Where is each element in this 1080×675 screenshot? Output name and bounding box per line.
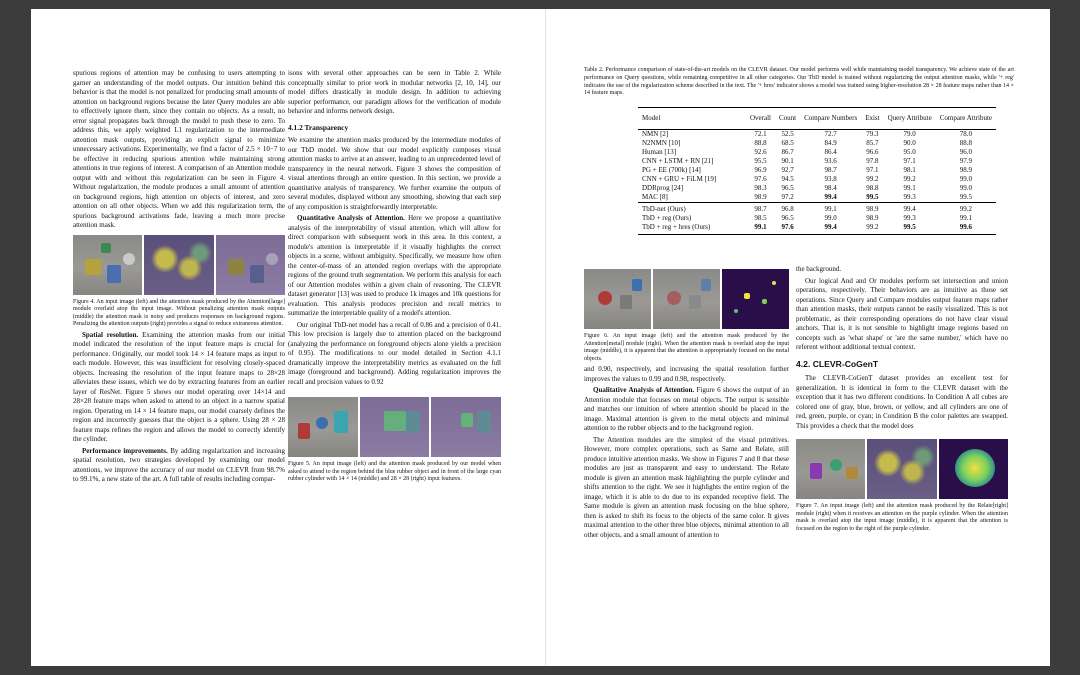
table-cell-value: 95.0 bbox=[903, 148, 916, 156]
table-row bbox=[638, 148, 996, 157]
table-cell-value: 99.0 bbox=[959, 175, 972, 183]
right-column-2 bbox=[796, 265, 1008, 535]
figure-7 bbox=[796, 439, 1008, 499]
table-cell-value: 97.1 bbox=[903, 157, 916, 165]
transparency-heading: 4.1.2 Transparency bbox=[288, 122, 349, 132]
table-cell-value: 99.2 bbox=[903, 175, 916, 183]
table-cell-value: 98.7 bbox=[746, 203, 775, 215]
table-cell-value: 98.5 bbox=[754, 214, 767, 222]
figure-6-attention-mask bbox=[722, 269, 789, 329]
figure-6-input-image bbox=[584, 269, 651, 329]
qualitative-heading: Qualitative Analysis of Attention. bbox=[593, 386, 695, 395]
figure-5-caption: Figure 5. An input image (left) and the attention mask produced by our model when asked to attend to the region behind the blue rubber object and in front of the large cyan rubber cylinder with 14 × 14 (middle) and 28 × 28 (right) input features. bbox=[288, 461, 501, 483]
table-cell-model: CNN + GRU + FiLM [19] bbox=[642, 175, 717, 183]
cogent-section-heading: 4.2. CLEVR-CoGenT bbox=[796, 358, 879, 369]
quantitative-text: Here we propose a quantitative analysis of the interpretability of visual attention, which will allow for direct comparison with subsequent work in this area. In this context, a module's attention is interpretable if it visually highlights the correct objects in a scene, without ambiguity. Specifically, we measure how often the center-of-mass of an attended region overlaps with the appropriate regions of the ground truth segmentation. We perform this analysis for each of our Attention modules within a given chain of reasoning. The CLEVR dataset generator [13] was used to produce 1k images and 10k questions for evaluation. This analysis produces precision and recall metrics to summarize the interpretable quality of a model's attention. bbox=[288, 214, 502, 317]
table-cell-model: TbD-net (Ours) bbox=[638, 203, 746, 215]
table-cell-value: 86.4 bbox=[824, 148, 837, 156]
figure-7-caption: Figure 7. An input image (left) and the attention mask produced by the Relate[right] module (right) when it receives an attention on the purple cylinder. When the attention mask is overlaid atop the input image (middle), it is apparent that the attention is focused on the region to the right of the purple cylinder. bbox=[796, 503, 1008, 532]
table-cell-value: 99.4 bbox=[800, 223, 861, 235]
table-header-row bbox=[638, 108, 996, 130]
table-cell-value: 85.7 bbox=[866, 139, 879, 147]
table-row bbox=[638, 130, 996, 140]
table-cell-value: 98.1 bbox=[903, 166, 916, 174]
figure-4-caption: Figure 4. An input image (left) and the attention mask produced by the Attention[large] module overlaid atop the input image. Without penalizing attention mask outputs (middle) the attention mask is noisy and produces responses on background regions. Penalizing the attention outputs (right) provides a signal to reduce extraneous attention. bbox=[73, 298, 285, 328]
paragraph-qualitative bbox=[584, 386, 789, 434]
table-cell-value: 78.0 bbox=[959, 130, 972, 138]
paragraph-cogent: The CLEVR-CoGenT dataset provides an excellent test for generalization. It is identical in form to the CLEVR dataset with the exception that it has two different conditions. In Condition A all cubes are colored one of gray, blue, brown, or yellow, and all cylinders are one of red, green, purple, or cyan; in Condition B the color palettes are swapped. This provides a check that the model does bbox=[796, 374, 1008, 430]
table-cell-value: 86.7 bbox=[781, 148, 794, 156]
left-column-2 bbox=[288, 69, 501, 486]
left-column-1 bbox=[73, 69, 285, 487]
table-cell-value: 96.6 bbox=[866, 148, 879, 156]
paragraph-background: the background. bbox=[796, 265, 842, 273]
table-cell-value: 96.5 bbox=[781, 184, 794, 192]
paragraph-logical-modules: Our logical And and Or modules perform set intersection and union operations, respectively. Their behaviors are as intuitive as those set operations. Since Query and Compare modules output feature maps rather than attention masks, their outputs cannot be easily visualized. This is not problematic, as their corresponding operations do not have clear visual anchors. That is, it is not sensible to highlight image regions based on concepts such as 'what shape' or 'are the same number,' which have no referent without additional textual context. bbox=[796, 276, 1008, 351]
performance-heading: Performance improvements. bbox=[82, 446, 168, 455]
table-cell-model: TbD + reg + hres (Ours) bbox=[638, 223, 746, 235]
table-cell-value: 97.6 bbox=[754, 175, 767, 183]
paragraph-comparisons: isons with several other approaches can be seen in Table 2. While conceptually similar to prior work in modular networks [2, 10, 14], our model differs drastically in module design. In addition to achieving superior performance, our paradigm allows for the verification of module behavior and informs network design. bbox=[288, 69, 501, 115]
table-row bbox=[638, 203, 996, 215]
table-cell-value: 97.9 bbox=[959, 157, 972, 165]
table-header-cell: Exist bbox=[861, 108, 883, 130]
table-cell-value: 99.1 bbox=[800, 203, 861, 215]
table-cell-value: 90.1 bbox=[781, 157, 794, 165]
figure-6 bbox=[584, 269, 789, 329]
table-cell-value: 99.5 bbox=[959, 193, 972, 201]
paragraph-attention-modules: The Attention modules are the simplest of the visual primitives. However, more complex operations, such as Same and Relate, still produce intuitive attention masks. We show in Figures 7 and 8 that these modules are just as transparent and easy to understand. The Relate module is given an attention mask highlighting the purple cylinder and shifts attention to the right. We see it highlights the entire region of the image, which it is able to do due to its expanded receptive field. The Same module is given an attention mask focusing on the blue sphere, then is asked to shift its focus to the objects of the same color. It gives maximal attention to the other three blue objects, minimal attention to all other objects, and a small amount of attention to bbox=[584, 435, 789, 539]
table-cell-value: 98.9 bbox=[754, 193, 767, 201]
table-cell-value: 99.2 bbox=[861, 223, 883, 235]
table-cell-value: 98.9 bbox=[861, 203, 883, 215]
table-2 bbox=[638, 107, 996, 235]
table-header-cell: Compare Attribute bbox=[936, 108, 996, 130]
table-cell-value: 98.4 bbox=[824, 184, 837, 192]
table-cell-value: 72.7 bbox=[824, 130, 837, 138]
table-cell-value: 96.0 bbox=[959, 148, 972, 156]
table-cell-value: 99.0 bbox=[824, 214, 837, 222]
table-cell-value: 79.3 bbox=[866, 130, 879, 138]
table-cell-value: 93.6 bbox=[824, 157, 837, 165]
figure-4-regularized-mask bbox=[216, 235, 285, 295]
table-cell-value: 92.6 bbox=[754, 148, 767, 156]
figure-5-mask-28x28 bbox=[431, 397, 501, 457]
table-row bbox=[638, 193, 996, 203]
table-cell-value: 52.5 bbox=[781, 130, 794, 138]
table-header-cell: Overall bbox=[746, 108, 775, 130]
table-cell-model: CNN + LSTM + RN [21] bbox=[642, 157, 714, 165]
table-row bbox=[638, 223, 996, 235]
paragraph-improved-values: and 0.90, respectively, and increasing the spatial resolution further improves the values to 0.99 and 0.98, respectively. bbox=[584, 365, 789, 383]
table-row bbox=[638, 166, 996, 175]
table-cell-model: DDRprog [24] bbox=[642, 184, 684, 192]
table-cell-value: 99.1 bbox=[959, 214, 972, 222]
table-cell-value: 99.5 bbox=[884, 223, 936, 235]
table-cell-value: 97.1 bbox=[866, 166, 879, 174]
figure-4-unregularized-mask bbox=[144, 235, 213, 295]
table-cell-value: 99.4 bbox=[824, 193, 837, 201]
table-cell-model: N2NMN [10] bbox=[642, 139, 681, 147]
spatial-resolution-heading: Spatial resolution. bbox=[82, 330, 139, 339]
figure-4 bbox=[73, 235, 285, 295]
table-cell-value: 84.9 bbox=[824, 139, 837, 147]
table-cell-value: 88.8 bbox=[959, 139, 972, 147]
table-cell-model: PG + EE (700k) [14] bbox=[642, 166, 701, 174]
left-page bbox=[31, 9, 536, 666]
table-cell-value: 99.2 bbox=[866, 175, 879, 183]
table-row bbox=[638, 175, 996, 184]
paragraph-spatial-resolution bbox=[73, 331, 285, 445]
figure-6-overlay bbox=[653, 269, 720, 329]
table-header-cell: Count bbox=[775, 108, 800, 130]
table-cell-value: 99.3 bbox=[903, 214, 916, 222]
performance-text: By adding regularization and increasing spatial resolution, two strategies developed by examining our model attentions, we improve the accuracy of our model on CLEVR from 98.7% to 99.1%, a new state of the art. A full table of results including compar- bbox=[73, 446, 286, 484]
paragraph-recall-precision: Our original TbD-net model has a recall of 0.86 and a precision of 0.41. This low precision is largely due to attention placed on the background (analyzing the performance on foreground objects alone yields a precision of 0.95). The modifications to our model detailed in Section 4.1.1 dramatically improve the interpretability metrics as evaluated on the full image (foreground and background). Adding regularization improves the recall and precision values to 0.92 bbox=[288, 320, 501, 386]
table-cell-value: 99.1 bbox=[746, 223, 775, 235]
table-cell-value: 88.8 bbox=[754, 139, 767, 147]
table-cell-value: 72.1 bbox=[754, 130, 767, 138]
table-cell-value: 97.6 bbox=[775, 223, 800, 235]
table-cell-value: 96.5 bbox=[781, 214, 794, 222]
figure-7-overlay bbox=[867, 439, 936, 499]
table-cell-value: 98.8 bbox=[866, 184, 879, 192]
paragraph-transparency: We examine the attention masks produced by the intermediate modules of our TbD model. We show that our model explicitly composes visual attention masks to arrive at an answer, leading to an unprecedented level of transparency in the neural network. Figure 3 shows the composition of visual attentions through an entire question. In this section, we provide a quantitative analysis of transparency. We further examine the outputs of several modules, displayed without any smoothing, showing that each step of any composition is straightforwardly interpretable. bbox=[288, 136, 501, 211]
table-header-cell: Compare Numbers bbox=[800, 108, 861, 130]
figure-6-caption: Figure 6. An input image (left) and the attention mask produced by the Attention[metal] module (right). When the attention mask is overlaid atop the input image (middle), it is apparent that the attention is appropriately focused on the metal objects. bbox=[584, 333, 789, 362]
table-cell-value: 95.5 bbox=[754, 157, 767, 165]
qualitative-text: Figure 6 shows the output of an Attention module that focuses on metal objects. The output is sensible and matches our intuition of where attention should be placed in the image. Maximal attention is given to the metal objects and minimal attention to the rubber objects and to the background region. bbox=[584, 386, 789, 433]
table-row bbox=[638, 184, 996, 193]
table-cell-value: 79.0 bbox=[903, 130, 916, 138]
table-row bbox=[638, 214, 996, 223]
table-cell-value: 94.5 bbox=[781, 175, 794, 183]
table-cell-value: 68.5 bbox=[781, 139, 794, 147]
table-cell-value: 99.0 bbox=[959, 184, 972, 192]
table-cell-model: NMN [2] bbox=[642, 130, 669, 138]
figure-7-attention-mask bbox=[939, 439, 1008, 499]
table-cell-value: 97.8 bbox=[866, 157, 879, 165]
table-cell-value: 98.9 bbox=[959, 166, 972, 174]
table-header-cell: Model bbox=[638, 108, 746, 130]
table-body bbox=[638, 130, 996, 235]
paragraph-performance bbox=[73, 447, 285, 485]
table-cell-model: MAC [8] bbox=[642, 193, 668, 201]
quantitative-heading: Quantitative Analysis of Attention. bbox=[297, 214, 405, 222]
table-cell-value: 96.8 bbox=[775, 203, 800, 215]
right-page bbox=[545, 9, 1050, 666]
table-cell-value: 99.6 bbox=[936, 223, 996, 235]
table-cell-model: Human [13] bbox=[642, 148, 677, 156]
paragraph-quantitative bbox=[288, 214, 501, 319]
table-cell-value: 98.3 bbox=[754, 184, 767, 192]
table-cell-value: 93.8 bbox=[824, 175, 837, 183]
table-header-cell: Query Attribute bbox=[884, 108, 936, 130]
table-cell-value: 96.9 bbox=[754, 166, 767, 174]
table-cell-value: 99.1 bbox=[903, 184, 916, 192]
table-cell-value: 97.2 bbox=[781, 193, 794, 201]
figure-7-input-image bbox=[796, 439, 865, 499]
figure-4-input-image bbox=[73, 235, 142, 295]
spatial-resolution-text: Examining the attention masks from our initial model indicated the resolution of the input feature maps is crucial for performance. Originally, our model took 14 × 14 feature maps as input to each module. However, this was insufficient for resolving closely-spaced objects. Increasing the resolution of the input feature maps to 28×28 alleviates these issues, which we do by extracting features from an earlier layer of ResNet. Figure 5 shows our model operating over 14×14 and 28×28 feature maps when asked to attend to an object in a narrow spatial region. Operating on 14 × 14 feature maps, our model coarsely defines the region and incorrectly guesses that the object is a sphere. Using 28 × 28 feature maps refines the region and allows the model to correctly identify the cylinder. bbox=[73, 330, 286, 444]
paragraph-regularization: spurious regions of attention may be confusing to users attempting to garner an understanding of the model outputs. Our intuition behind this behavior is that the model is not penalized for producing small amounts of attention on background regions because the later Query modules are able to effectively ignore them, since they contain no objects. As a result, no error signal propagates back through the model to push these to zero. To address this, we apply weighted L1 regularization to the intermediate attention mask outputs, providing an explicit signal to minimize unnecessary activations. Experimentally, we find a factor of 2.5 × 10−7 to be effective in reducing spurious attention while maintaining strong attentions in true regions of interest. A comparison of an Attention module output with and without this regularization can be seen in Figure 4. Without regularization, the module produces a small amount of attention on background regions, high attention on objects of interest, and zero attention on all other objects. When we add this regularization term, the spurious background activations fade, leaving a much more precise attention mask. bbox=[73, 69, 285, 229]
table-cell-value: 99.4 bbox=[884, 203, 936, 215]
figure-5-input-image bbox=[288, 397, 358, 457]
table-row bbox=[638, 157, 996, 166]
table-cell-value: 90.0 bbox=[903, 139, 916, 147]
document-spread bbox=[31, 9, 1050, 666]
right-column-1 bbox=[584, 265, 789, 542]
table-row bbox=[638, 139, 996, 148]
table-2-caption: Table 2. Performance comparison of state-of-the-art models on the CLEVR dataset. Our model performs well while maintaining model transparency. We achieve state of the art performance on Query questions, while remaining competitive in all other categories. Our TbD model is trained without regularizing the output attention masks, while '+ reg' indicates the use of the regularization scheme described in the text. The '+ hres' indicator shows a model was trained using higher-resolution 28 × 28 feature maps rather than 14 × 14 feature maps. bbox=[584, 67, 1014, 97]
figure-5 bbox=[288, 397, 501, 457]
table-cell-value: 92.7 bbox=[781, 166, 794, 174]
table-cell-value: 98.9 bbox=[866, 214, 879, 222]
figure-5-mask-14x14 bbox=[360, 397, 430, 457]
table-cell-value: 99.2 bbox=[936, 203, 996, 215]
table-cell-value: 99.3 bbox=[903, 193, 916, 201]
table-cell-value: 98.7 bbox=[824, 166, 837, 174]
table-cell-value: 99.5 bbox=[866, 193, 879, 201]
table-cell-model: TbD + reg (Ours) bbox=[642, 214, 692, 222]
